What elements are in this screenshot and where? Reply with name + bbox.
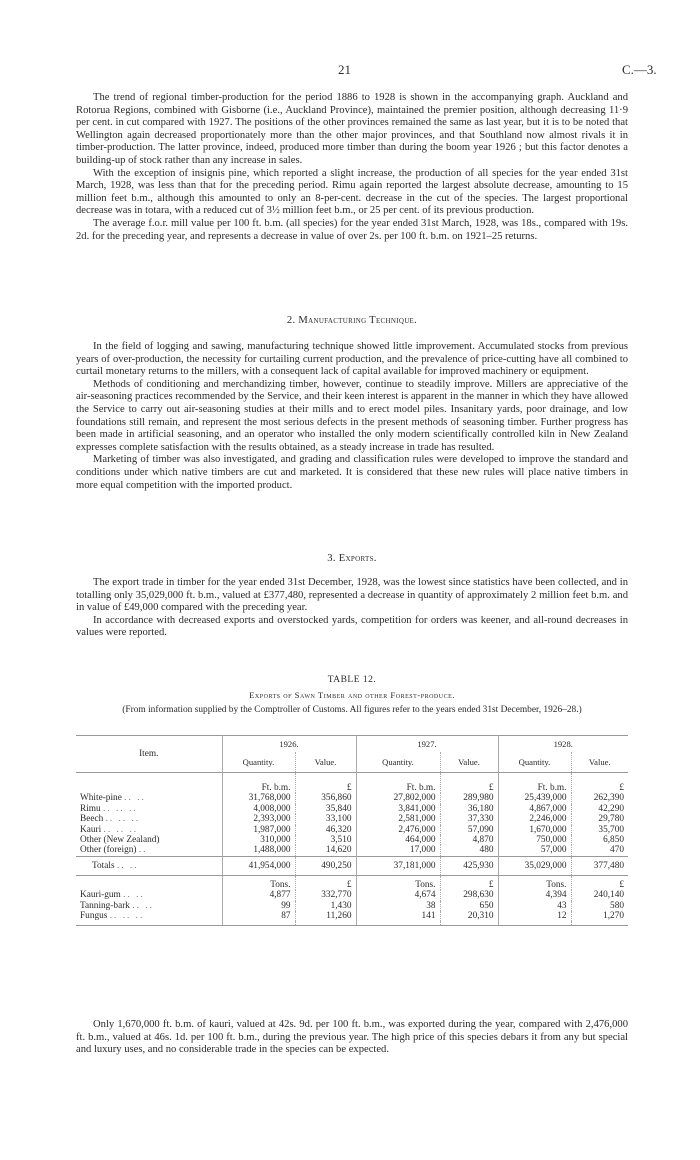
value-cell: 289,980: [440, 793, 498, 803]
unit-label: Ft. b.m.: [222, 773, 295, 794]
value-cell: 20,310: [440, 911, 498, 921]
table-row: [76, 793, 628, 803]
paragraph: Marketing of timber was also investigated, and grading and classification rules were developed to improve the standard and conditions under which native timbers are cut and marketed. It is considered that these new rules will place native timbers in more equal competition with the imported product.: [76, 454, 628, 491]
quantity-cell: 4,394: [498, 890, 571, 900]
section-heading-exports: 3. Exports.: [327, 553, 377, 564]
value-cell: 42,290: [571, 804, 628, 814]
quantity-cell: 141: [356, 911, 440, 921]
leader-dots: .. ..: [116, 860, 139, 871]
table-row: [76, 804, 628, 814]
table-number: TABLE 12.: [327, 675, 377, 685]
value-cell: 57,090: [440, 825, 498, 835]
quantity-cell: 27,802,000: [356, 793, 440, 803]
row-item-label: Other (foreign): [80, 845, 137, 856]
leader-dots: .. .. ..: [103, 824, 139, 835]
quantity-cell: 1,987,000: [222, 825, 295, 835]
quantity-cell: 31,768,000: [222, 793, 295, 803]
document-reference: C.—3.: [622, 62, 657, 77]
totals-cell: 490,250: [295, 856, 356, 875]
value-cell: 33,100: [295, 814, 356, 824]
value-cell: 332,770: [295, 890, 356, 900]
table-row: [76, 825, 628, 835]
quantity-header: Quantity.: [356, 752, 440, 773]
value-header: Value.: [440, 752, 498, 773]
closing-section: [76, 1019, 628, 1057]
value-cell: 298,630: [440, 890, 498, 900]
table-row: [76, 890, 628, 900]
totals-cell: 35,029,000: [498, 856, 571, 875]
totals-cell: 41,954,000: [222, 856, 295, 875]
leader-dots: .. ..: [124, 793, 146, 804]
paragraph: The trend of regional timber-production for the period 1886 to 1928 is shown in the accompanying graph. Auckland and Rotorua Regions, combined with Gisborne (i.e., Auckland Province), maintained the premier position, although decreasing 11·9 per cent. in cut compared with 1927. The positions of the other provinces remained the same as last year, but it is to be noted that Wellington again decreased proportionately more than the other major provinces, and that Southland now almost rivals it in timber-production. The latter province, indeed, produced more timber than during the boom year 1926 ; but this factor denotes a building-up of stock rather than any increase in sales.: [76, 92, 628, 166]
quantity-cell: 17,000: [356, 845, 440, 856]
item-column-header: Item.: [139, 748, 159, 759]
unit-label: Tons.: [356, 875, 440, 890]
value-cell: 35,700: [571, 825, 628, 835]
row-item-label: Fungus: [80, 911, 108, 922]
paragraph: In the field of logging and sawing, manufacturing technique showed little improvement. Accumulated stocks from previous years of over-production, the necessity for curtailing current production, and the prevalence of price-cutting have all combined to curtail monetary returns to the millers, with a consequent lack of capital available for improved machinery or equipment.: [76, 341, 628, 378]
row-item-label: Rimu: [80, 803, 101, 814]
quantity-cell: 4,867,000: [498, 804, 571, 814]
totals-label: Totals: [92, 860, 115, 871]
section-heading-manufacturing: 2. Manufacturing Technique.: [286, 315, 418, 326]
value-cell: 262,390: [571, 793, 628, 803]
section-manufacturing-technique: [76, 341, 628, 492]
value-cell: 6,850: [571, 835, 628, 845]
quantity-cell: 12: [498, 911, 571, 921]
quantity-cell: 310,000: [222, 835, 295, 845]
value-cell: 4,870: [440, 835, 498, 845]
value-cell: 356,860: [295, 793, 356, 803]
unit-label: Ft. b.m.: [356, 773, 440, 794]
table-row: [76, 814, 628, 824]
unit-label: £: [571, 875, 628, 890]
timber-rows: [76, 793, 628, 856]
table-row: [76, 845, 628, 856]
quantity-cell: 99: [222, 901, 295, 911]
leader-dots: .. .. ..: [109, 911, 145, 922]
table-caption: Exports of Sawn Timber and other Forest-produce.: [249, 690, 455, 700]
paragraph: With the exception of insignis pine, which reported a slight increase, the production of all species for the year ended 31st March, 1928, was less than that for the preceding period. Rimu again reported the largest absolute decrease, amounting to 15 million feet b.m., although this amounted to only an 8-per-cent. decrease in the cut of the species. The largest proportional decrease was in totara, with a reduced cut of 3½ million feet b.m., or 25 per cent. of its previous production.: [76, 167, 628, 217]
row-item-label: Kauri: [80, 824, 102, 835]
leader-dots: .. ..: [132, 900, 154, 911]
table-year-header-row: [76, 736, 628, 753]
paragraph: The average f.o.r. mill value per 100 ft. b.m. (all species) for the year ended 31st March, 1928, was 18s., compared with 19s. 2d. for the preceding year, and represents a decrease in value of over 2s. per 100 ft. b.m. on 1921–25 returns.: [76, 217, 628, 242]
quantity-cell: 2,246,000: [498, 814, 571, 824]
quantity-cell: 1,488,000: [222, 845, 295, 856]
year-header: 1926.: [222, 736, 356, 753]
unit-label: £: [440, 773, 498, 794]
quantity-cell: 87: [222, 911, 295, 921]
value-cell: 1,430: [295, 901, 356, 911]
row-item-label: Beech: [80, 814, 104, 825]
leader-dots: .. ..: [123, 890, 145, 901]
quantity-header: Quantity.: [498, 752, 571, 773]
row-item-label: Other (New Zealand): [80, 835, 160, 846]
quantity-cell: 4,877: [222, 890, 295, 900]
section-exports: [76, 577, 628, 640]
row-item-label: Tanning-bark: [80, 900, 130, 911]
units-row: [76, 773, 628, 794]
table-row: [76, 911, 628, 921]
value-header: Value.: [571, 752, 628, 773]
row-item-label: White-pine: [80, 793, 122, 804]
quantity-cell: 2,476,000: [356, 825, 440, 835]
exports-table: [76, 735, 628, 926]
unit-label: Tons.: [498, 875, 571, 890]
paragraph: Only 1,670,000 ft. b.m. of kauri, valued at 42s. 9d. per 100 ft. b.m., was exported during the year, compared with 2,476,000 ft. b.m., valued at 46s. 1d. per 100 ft. b.m., during the previous year. The high price of this species debars it from any but special and luxury uses, and no considerable trade in the species can be expected.: [76, 1019, 628, 1056]
value-cell: 650: [440, 901, 498, 911]
value-cell: 3,510: [295, 835, 356, 845]
paragraph: Methods of conditioning and merchandizing timber, however, continue to steadily improve. Millers are appreciative of the air-seasoning practices recommended by the Service, and their keen interest is apparent in the manner in which they have allowed the Service to carry out air-seasoning studies at their mills and to erect model piles. Insanitary yards, poor drainage, and low foundations still remain, and represent the most serious defects in the present methods of seasoning timber. Further progress has been made in artificial seasoning, and an operator who installed the only modern scientifically controlled kiln in New Zealand expresses complete satisfaction with the results obtained, as a steady increase in trade has resulted.: [76, 378, 628, 453]
value-cell: 240,140: [571, 890, 628, 900]
value-cell: 35,840: [295, 804, 356, 814]
quantity-cell: 4,674: [356, 890, 440, 900]
section-regional-production: [76, 92, 628, 243]
table-bottom-rule: [76, 921, 628, 926]
unit-label: £: [440, 875, 498, 890]
quantity-cell: 43: [498, 901, 571, 911]
quantity-cell: 464,000: [356, 835, 440, 845]
paragraph: The export trade in timber for the year ended 31st December, 1928, was the lowest since statistics have been collected, and in totalling only 35,029,000 ft. b.m., valued at £377,480, represented a decrease in quantity of approximately 2 million feet b.m. and in value of £49,000 compared with the preceding year.: [76, 577, 628, 614]
quantity-cell: 750,000: [498, 835, 571, 845]
quantity-header: Quantity.: [222, 752, 295, 773]
leader-dots: .. .. ..: [105, 814, 141, 825]
leader-dots: .. .. ..: [103, 803, 138, 814]
value-cell: 46,320: [295, 825, 356, 835]
value-cell: 580: [571, 901, 628, 911]
value-cell: 14,620: [295, 845, 356, 856]
totals-cell: 37,181,000: [356, 856, 440, 875]
year-header: 1927.: [356, 736, 498, 753]
value-header: Value.: [295, 752, 356, 773]
quantity-cell: 2,581,000: [356, 814, 440, 824]
value-cell: 480: [440, 845, 498, 856]
value-cell: 36,180: [440, 804, 498, 814]
other-produce-rows: [76, 890, 628, 921]
quantity-cell: 57,000: [498, 845, 571, 856]
totals-row: [76, 856, 628, 875]
unit-label: £: [571, 773, 628, 794]
unit-label: Ft. b.m.: [498, 773, 571, 794]
quantity-cell: 3,841,000: [356, 804, 440, 814]
value-cell: 11,260: [295, 911, 356, 921]
quantity-cell: 4,008,000: [222, 804, 295, 814]
totals-cell: 377,480: [571, 856, 628, 875]
row-item-label: Kauri-gum: [80, 890, 121, 901]
quantity-cell: 25,439,000: [498, 793, 571, 803]
value-cell: 37,330: [440, 814, 498, 824]
totals-cell: 425,930: [440, 856, 498, 875]
unit-label: £: [295, 773, 356, 794]
table-row: [76, 835, 628, 845]
value-cell: 1,270: [571, 911, 628, 921]
units-row: [76, 875, 628, 890]
value-cell: 29,780: [571, 814, 628, 824]
leader-dots: ..: [138, 845, 148, 856]
unit-label: Tons.: [222, 875, 295, 890]
unit-label: £: [295, 875, 356, 890]
page-number: 21: [338, 62, 351, 77]
year-header: 1928.: [498, 736, 628, 753]
table-source-note: (From information supplied by the Comptroller of Customs. All figures refer to the years ended 31st December, 1926–28.): [122, 705, 582, 715]
paragraph: In accordance with decreased exports and overstocked yards, competition for orders was keener, and all-round decreases in values were reported.: [76, 614, 628, 639]
quantity-cell: 1,670,000: [498, 825, 571, 835]
value-cell: 470: [571, 845, 628, 856]
quantity-cell: 2,393,000: [222, 814, 295, 824]
table-row: [76, 901, 628, 911]
quantity-cell: 38: [356, 901, 440, 911]
